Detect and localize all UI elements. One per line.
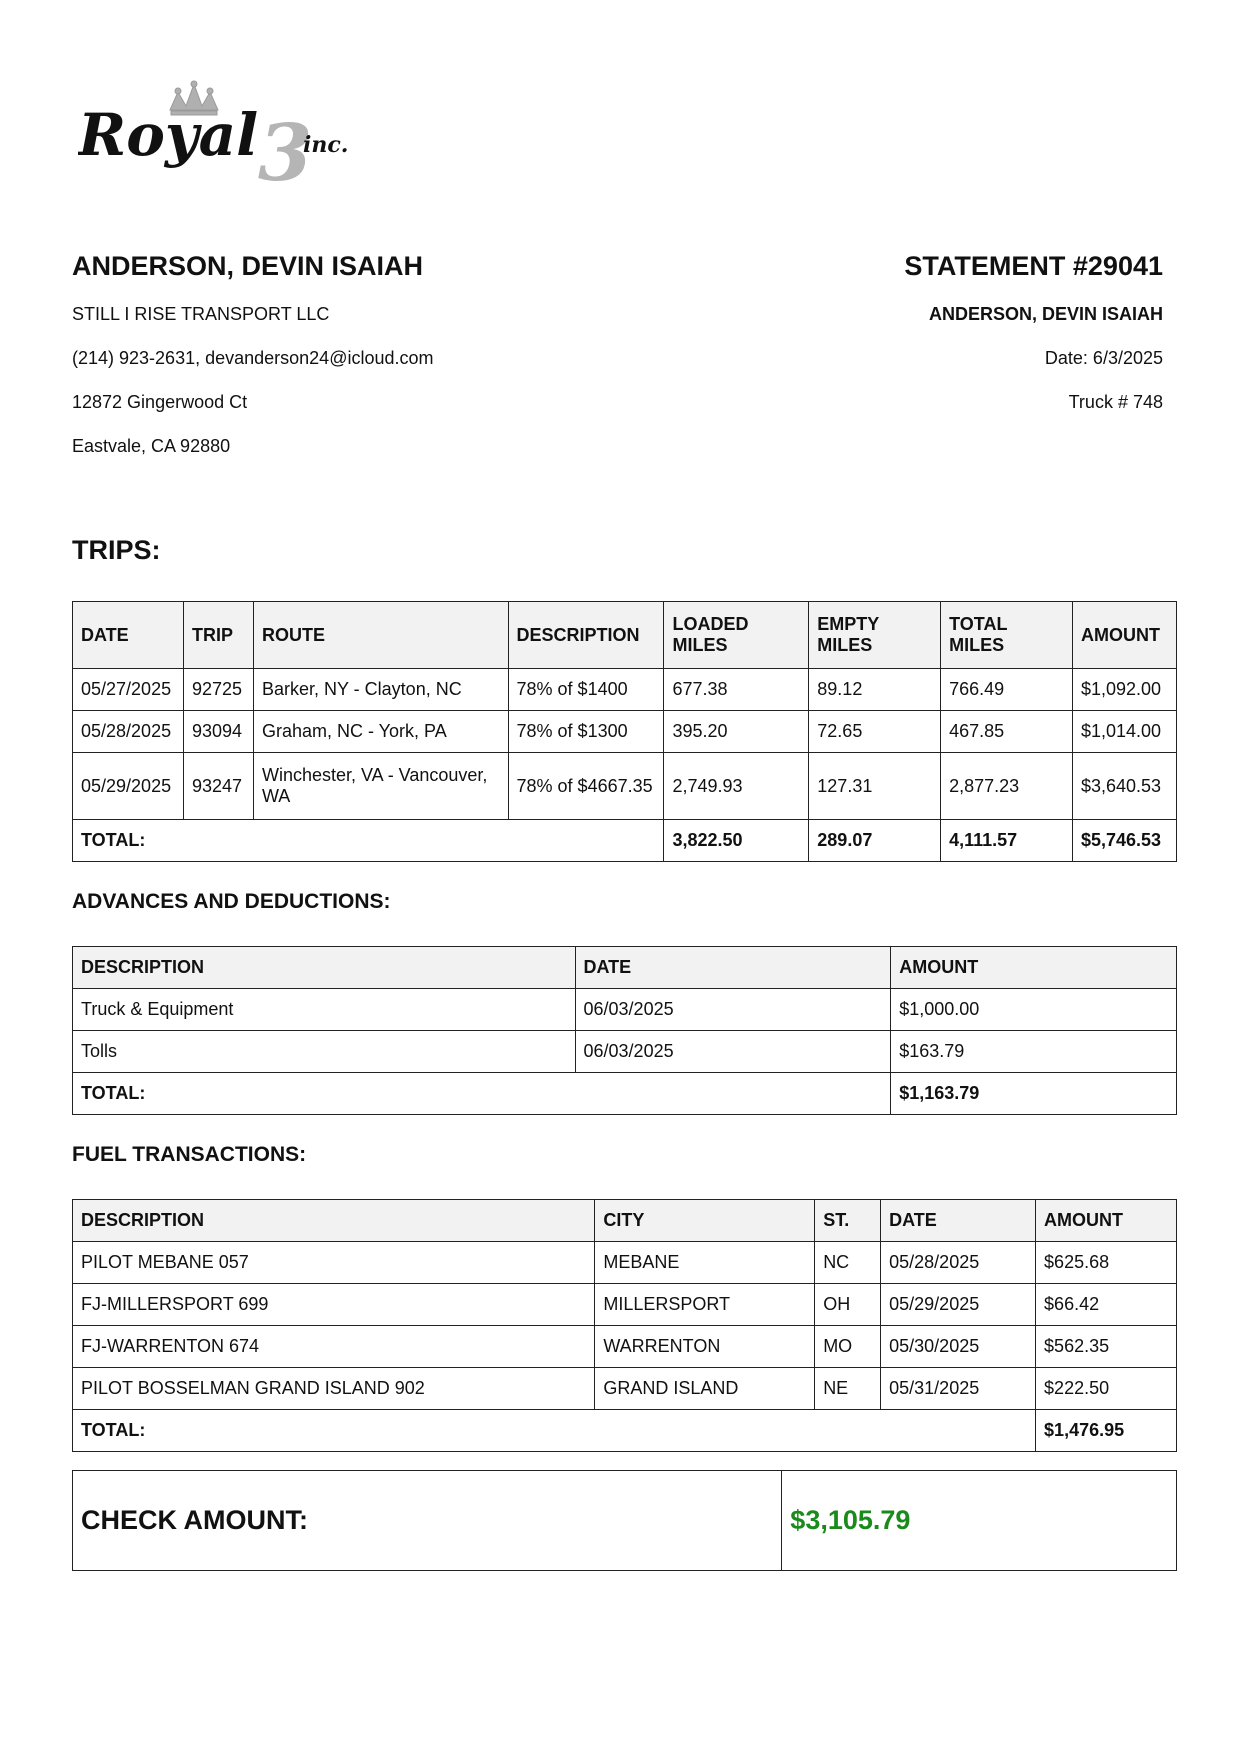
column-header: TRIP: [183, 602, 253, 669]
cell-description: 78% of $1300: [508, 711, 664, 753]
cell-amount: $222.50: [1036, 1368, 1177, 1410]
cell-loaded-miles: 677.38: [664, 669, 809, 711]
column-header: LOADED MILES: [664, 602, 809, 669]
cell-empty-miles: 72.65: [809, 711, 941, 753]
table-row: [73, 1031, 1177, 1073]
statement-truck: Truck # 748: [1068, 392, 1163, 412]
total-amount: $1,476.95: [1036, 1410, 1177, 1452]
total-loaded-miles: 3,822.50: [664, 820, 809, 862]
total-label: TOTAL:: [73, 1073, 891, 1115]
cell-state: MO: [815, 1326, 881, 1368]
column-header: DESCRIPTION: [73, 1200, 595, 1242]
cell-amount: $163.79: [891, 1031, 1177, 1073]
total-row: [73, 1410, 1177, 1452]
cell-description: 78% of $4667.35: [508, 753, 664, 820]
table-header-row: [73, 602, 1177, 669]
cell-description: PILOT MEBANE 057: [73, 1242, 595, 1284]
table-row: [73, 1326, 1177, 1368]
cell-amount: $66.42: [1036, 1284, 1177, 1326]
total-miles: 4,111.57: [941, 820, 1073, 862]
column-header: ROUTE: [253, 602, 508, 669]
cell-trip: 93247: [183, 753, 253, 820]
column-header: AMOUNT: [891, 947, 1177, 989]
advances-table: [72, 946, 1177, 1115]
cell-amount: $1,092.00: [1072, 669, 1176, 711]
check-amount-label: CHECK AMOUNT:: [73, 1471, 782, 1571]
driver-company: STILL I RISE TRANSPORT LLC: [72, 304, 330, 324]
cell-amount: $1,000.00: [891, 989, 1177, 1031]
table-header-row: [73, 1200, 1177, 1242]
logo-suffix: inc.: [303, 132, 349, 158]
column-header: DESCRIPTION: [508, 602, 664, 669]
column-header: DATE: [73, 602, 184, 669]
trips-table: [72, 601, 1177, 862]
cell-amount: $3,640.53: [1072, 753, 1176, 820]
cell-route: Graham, NC - York, PA: [253, 711, 508, 753]
cell-city: MILLERSPORT: [595, 1284, 815, 1326]
driver-address-line1: 12872 Gingerwood Ct: [72, 392, 248, 412]
column-header: AMOUNT: [1036, 1200, 1177, 1242]
statement-date: Date: 6/3/2025: [1044, 348, 1163, 368]
driver-name: ANDERSON, DEVIN ISAIAH: [72, 251, 424, 281]
table-header-row: [73, 947, 1177, 989]
royal3-logo: [78, 80, 378, 190]
cell-empty-miles: 89.12: [809, 669, 941, 711]
check-amount-table: [72, 1470, 1177, 1571]
column-header: AMOUNT: [1072, 602, 1176, 669]
total-row: [73, 1073, 1177, 1115]
table-row: [73, 669, 1177, 711]
column-header: DATE: [575, 947, 891, 989]
cell-date: 05/29/2025: [73, 753, 184, 820]
table-row: [73, 753, 1177, 820]
cell-amount: $1,014.00: [1072, 711, 1176, 753]
cell-amount: $562.35: [1036, 1326, 1177, 1368]
cell-route: Barker, NY - Clayton, NC: [253, 669, 508, 711]
total-label: TOTAL:: [73, 820, 664, 862]
cell-total-miles: 467.85: [941, 711, 1073, 753]
cell-loaded-miles: 395.20: [664, 711, 809, 753]
statement-title: STATEMENT #29041: [904, 251, 1163, 281]
table-row: [73, 1284, 1177, 1326]
total-row: [73, 820, 1177, 862]
cell-date: 06/03/2025: [575, 1031, 891, 1073]
cell-date: 05/29/2025: [881, 1284, 1036, 1326]
cell-description: PILOT BOSSELMAN GRAND ISLAND 902: [73, 1368, 595, 1410]
cell-date: 05/30/2025: [881, 1326, 1036, 1368]
statement-name: ANDERSON, DEVIN ISAIAH: [928, 304, 1163, 324]
fuel-heading: FUEL TRANSACTIONS:: [72, 1143, 307, 1166]
cell-total-miles: 2,877.23: [941, 753, 1073, 820]
cell-description: Tolls: [73, 1031, 576, 1073]
cell-state: NC: [815, 1242, 881, 1284]
column-header: ST.: [815, 1200, 881, 1242]
statement-info: [603, 250, 1163, 436]
total-amount: $5,746.53: [1072, 820, 1176, 862]
cell-total-miles: 766.49: [941, 669, 1073, 711]
cell-route: Winchester, VA - Vancouver, WA: [253, 753, 508, 820]
table-row: [73, 1242, 1177, 1284]
cell-loaded-miles: 2,749.93: [664, 753, 809, 820]
fuel-table: [72, 1199, 1177, 1452]
column-header: DATE: [881, 1200, 1036, 1242]
total-empty-miles: 289.07: [809, 820, 941, 862]
cell-amount: $625.68: [1036, 1242, 1177, 1284]
column-header: DESCRIPTION: [73, 947, 576, 989]
check-amount-row: [73, 1471, 1177, 1571]
cell-description: Truck & Equipment: [73, 989, 576, 1031]
total-label: TOTAL:: [73, 1410, 1036, 1452]
cell-date: 06/03/2025: [575, 989, 891, 1031]
total-amount: $1,163.79: [891, 1073, 1177, 1115]
cell-state: NE: [815, 1368, 881, 1410]
driver-address-line2: Eastvale, CA 92880: [72, 436, 231, 456]
table-row: [73, 711, 1177, 753]
logo-number: 3: [258, 108, 313, 190]
column-header: EMPTY MILES: [809, 602, 941, 669]
cell-trip: 92725: [183, 669, 253, 711]
table-row: [73, 989, 1177, 1031]
cell-city: MEBANE: [595, 1242, 815, 1284]
cell-date: 05/28/2025: [881, 1242, 1036, 1284]
table-row: [73, 1368, 1177, 1410]
cell-city: WARRENTON: [595, 1326, 815, 1368]
driver-info: [72, 250, 632, 480]
logo-wordmark: Royal: [78, 101, 259, 169]
advances-heading: ADVANCES AND DEDUCTIONS:: [72, 890, 391, 913]
cell-description: FJ-WARRENTON 674: [73, 1326, 595, 1368]
driver-contact: (214) 923-2631, devanderson24@icloud.com: [72, 348, 434, 368]
trips-heading: TRIPS:: [72, 535, 161, 565]
cell-date: 05/31/2025: [881, 1368, 1036, 1410]
cell-state: OH: [815, 1284, 881, 1326]
check-amount-value: $3,105.79: [782, 1471, 1177, 1571]
cell-date: 05/28/2025: [73, 711, 184, 753]
cell-empty-miles: 127.31: [809, 753, 941, 820]
column-header: CITY: [595, 1200, 815, 1242]
column-header: TOTAL MILES: [941, 602, 1073, 669]
cell-description: FJ-MILLERSPORT 699: [73, 1284, 595, 1326]
cell-trip: 93094: [183, 711, 253, 753]
cell-description: 78% of $1400: [508, 669, 664, 711]
cell-date: 05/27/2025: [73, 669, 184, 711]
cell-city: GRAND ISLAND: [595, 1368, 815, 1410]
